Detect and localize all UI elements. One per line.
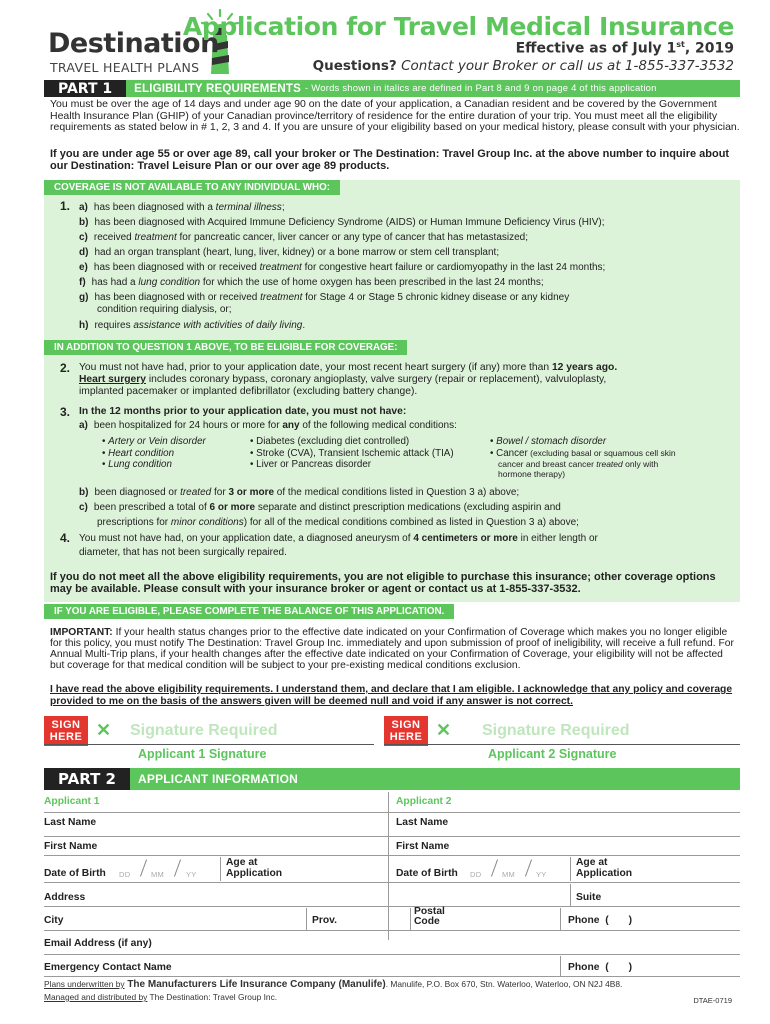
condition-item: • Liver or Pancreas disorder [250,459,372,471]
eligible-strip: IF YOU ARE ELIGIBLE, PLEASE COMPLETE THE BALANCE OF THIS APPLICATION. [44,604,454,619]
addition-strip: IN ADDITION TO QUESTION 1 ABOVE, TO BE ELIGIBLE FOR COVERAGE: [44,340,407,355]
question-3c: c) been prescribed a total of 6 or more separate and distinct prescription medications (excluding aspirin and [79,502,561,513]
declaration: I have read the above eligibility requirements. I understand them, and declare that I am eligible. I acknowledge that any policy and coverage provided to me on the basis of the answers given will be deemed null and void if any answer is not correct. [50,684,733,707]
dob-day-field[interactable]: DD [470,870,482,879]
province-label: Prov. [312,915,337,926]
condition-item: • Lung condition [102,459,172,471]
signature-line-1 [44,744,374,745]
field-divider [560,908,561,930]
condition-item: • Diabetes (excluding diet controlled) [250,436,410,447]
form-row-line [44,855,740,856]
condition-item: • Bowel / stomach disorder [490,436,607,447]
emergency-contact-label: Emergency Contact Name [44,962,172,973]
phone-label: Phone ( ) [568,915,633,926]
signature-field-2[interactable]: Signature Required [482,722,630,739]
question-1-item: condition requiring dialysis, or; [97,304,232,315]
question-1-item: d) had an organ transplant (heart, lung, liver, kidney) or a bone marrow or stem cell transplant; [79,247,500,258]
sign-here-badge-2: SIGN HERE [384,716,428,746]
applicant2-age-label: Age at Application [576,857,633,879]
question-3-heading: In the 12 months prior to your application date, you must not have: [79,406,407,417]
conditions-col1 [102,436,206,471]
condition-item: • Stroke (CVA), Transient Ischemic attack (TIA) [250,447,454,459]
underwriter-note: Plans underwritten by The Manufacturers Life Insurance Company (Manulife). Manulife, P.O. Box 670, Stn. Waterloo, Waterloo, ON N2J 4B8. [44,979,623,990]
address-label: Address [44,892,86,903]
question-1-item: e) has been diagnosed with or received treatment for congestive heart failure or cardiomyopathy in the last 24 months; [79,262,606,273]
part2-title: APPLICANT INFORMATION [130,768,740,790]
applicant1-heading: Applicant 1 [44,796,100,807]
conditions-col2 [250,436,454,471]
sign-x-icon: ✕ [436,720,452,740]
city-label: City [44,915,64,926]
logo-wordmark: Destination [48,28,219,59]
dob-month-field[interactable]: MM [151,870,165,879]
sign-x-icon: ✕ [96,720,112,740]
applicant1-dob-label: Date of Birth [44,868,106,879]
condition-item: • Artery or Vein disorder [102,436,206,447]
document-header [0,0,770,78]
question-1-item: f) has had a lung condition for which the use of home oxygen has been prescribed in the last 24 months; [79,277,544,288]
question-1-item: c) received treatment for pancreatic cancer, liver cancer or any type of cancer that has metastasized; [79,232,529,243]
dob-day-field[interactable]: DD [119,870,131,879]
form-row-line [44,882,740,883]
dob-separator [174,859,181,876]
form-row-line [44,954,740,955]
age-note: If you are under age 55 or over age 89, call your broker or The Destination: Travel Group Inc. at the above number to inquire about our Destination: Travel Leisure Plan or our over age 89 products. [50,148,730,172]
question-4-number: 4. [60,531,71,545]
question-1-number: 1. [60,199,71,213]
applicant2-dob-label: Date of Birth [396,868,458,879]
signature-caption-1: Applicant 1 Signature [138,747,267,761]
eligibility-intro: You must be over the age of 14 days and under age 90 on the date of your application, a Canadian resident and be covered by the Government Health Insurance Plan (GHIP) of your Canadian province/territory of residence for the entire duration of your trip. You must meet all the eligibility requirements as stated below in # 1, 2, 3 and 4. If you are unsure of your eligibility based on your medical history, please consult with your physician. [50,98,740,134]
applicant2-last-name-label: Last Name [396,817,449,828]
question-3b: b) been diagnosed or treated for 3 or more of the medical conditions listed in Question 3 a) above; [79,487,520,498]
applicant2-first-name-label: First Name [396,841,450,852]
form-row-line [44,930,740,931]
question-3a: a) been hospitalized for 24 hours or more for any of the following medical conditions: [79,420,457,431]
dob-separator [140,859,147,876]
applicant1-age-label: Age at Application [226,857,283,879]
dob-month-field[interactable]: MM [502,870,516,879]
question-1-item: h) requires assistance with activities of daily living. [79,320,306,331]
signature-caption-2: Applicant 2 Signature [488,747,617,761]
condition-note: cancer and breast cancer treated only with [498,459,659,470]
part1-label: PART 1 [44,80,126,97]
field-divider [570,857,571,881]
form-row-line [44,836,740,837]
form-code: DTAE-0719 [693,996,732,1005]
sign-here-badge-1: SIGN HERE [44,716,88,746]
dob-separator [491,859,498,876]
part1-title: ELIGIBILITY REQUIREMENTS - Words shown in italics are defined in Part 8 and 9 on page 4 of this application [126,80,740,97]
question-1-item: b) has been diagnosed with Acquired Immune Deficiency Syndrome (AIDS) or Human Immune Deficiency Virus (HIV); [79,217,605,228]
important-note: IMPORTANT: If your health status changes prior to the effective date indicated on your Confirmation of Coverage which makes you no longer eligible for this policy, you must notify The Destination: Travel Group Inc. immediately and upon submission of proof of ineligibility, will receive a full refund. For Annual Multi-Trip plans, if your health changes after the effective date indicated on your Confirmation of Coverage, your eligibility will not be affected but coverage for that medical condition will be subject to your pre-existing medical conditions exclusion. [50,627,734,671]
emergency-phone-label: Phone ( ) [568,962,633,973]
field-divider [306,908,307,930]
question-1-item: a) has been diagnosed with a terminal illness; [79,202,285,213]
suite-label: Suite [576,892,602,903]
column-divider [388,792,389,940]
question-2-line3: implanted pacemaker or implanted defibrillator (excluding battery change). [79,386,418,397]
conditions-col3 [490,436,676,479]
applicant1-last-name-label: Last Name [44,817,97,828]
condition-item: • Heart condition [102,447,175,459]
coverage-strip: COVERAGE IS NOT AVAILABLE TO ANY INDIVIDUAL WHO: [44,180,340,195]
condition-note: hormone therapy) [498,469,566,480]
question-4-line1: You must not have had, on your application date, a diagnosed aneurysm of 4 centimeters or more in either length or [79,533,598,544]
dob-year-field[interactable]: YY [186,870,197,879]
postal-code-label: Postal Code [414,906,445,927]
dob-year-field[interactable]: YY [536,870,547,879]
field-divider [560,956,561,976]
part1-bar [44,80,740,97]
question-1-item: g) has been diagnosed with or received treatment for Stage 4 or Stage 5 chronic kidney disease or any kidney [79,292,570,303]
not-eligible-note: If you do not meet all the above eligibility requirements, you are not eligible to purchase this insurance; other coverage options may be available. Please consult with your insurance broker or agent or contact us at 1-855-337-3532. [50,571,716,595]
question-3-number: 3. [60,405,71,419]
applicant2-heading: Applicant 2 [396,796,452,807]
signature-field-1[interactable]: Signature Required [130,722,278,739]
question-2-number: 2. [60,361,71,375]
field-divider [410,908,411,930]
contact-line: Questions? Contact your Broker or call us at 1-855-337-3532 [312,58,734,74]
signature-line-2 [384,744,740,745]
dob-separator [525,859,532,876]
question-2-line1: You must not have had, prior to your application date, your most recent heart surgery (if any) more than 12 years ago. [79,362,618,373]
question-4-line2: diameter, that has not been surgically repaired. [79,547,287,558]
condition-item: • Cancer (excluding basal or squamous cell skin [490,447,676,459]
part2-bar [44,768,740,790]
question-3c-line2: prescriptions for minor conditions) for all of the medical conditions combined as listed in Question 3 a) above; [97,517,579,528]
effective-date: Effective as of July 1st, 2019 [515,40,734,57]
field-divider [220,857,221,881]
part2-label: PART 2 [44,768,130,790]
document-title: Application for Travel Medical Insurance [182,12,734,41]
field-divider [570,884,571,906]
question-2-line2: Heart surgery includes coronary bypass, coronary angioplasty, valve surgery (repair or replacement), valvuloplasty, [79,374,607,385]
applicant1-first-name-label: First Name [44,841,98,852]
email-label: Email Address (if any) [44,938,152,949]
form-row-line [44,812,740,813]
logo-subtitle: TRAVEL HEALTH PLANS [50,60,200,75]
form-row-line [44,906,740,907]
distributor-note: Managed and distributed by The Destination: Travel Group Inc. [44,992,278,1002]
form-row-line [44,976,740,977]
